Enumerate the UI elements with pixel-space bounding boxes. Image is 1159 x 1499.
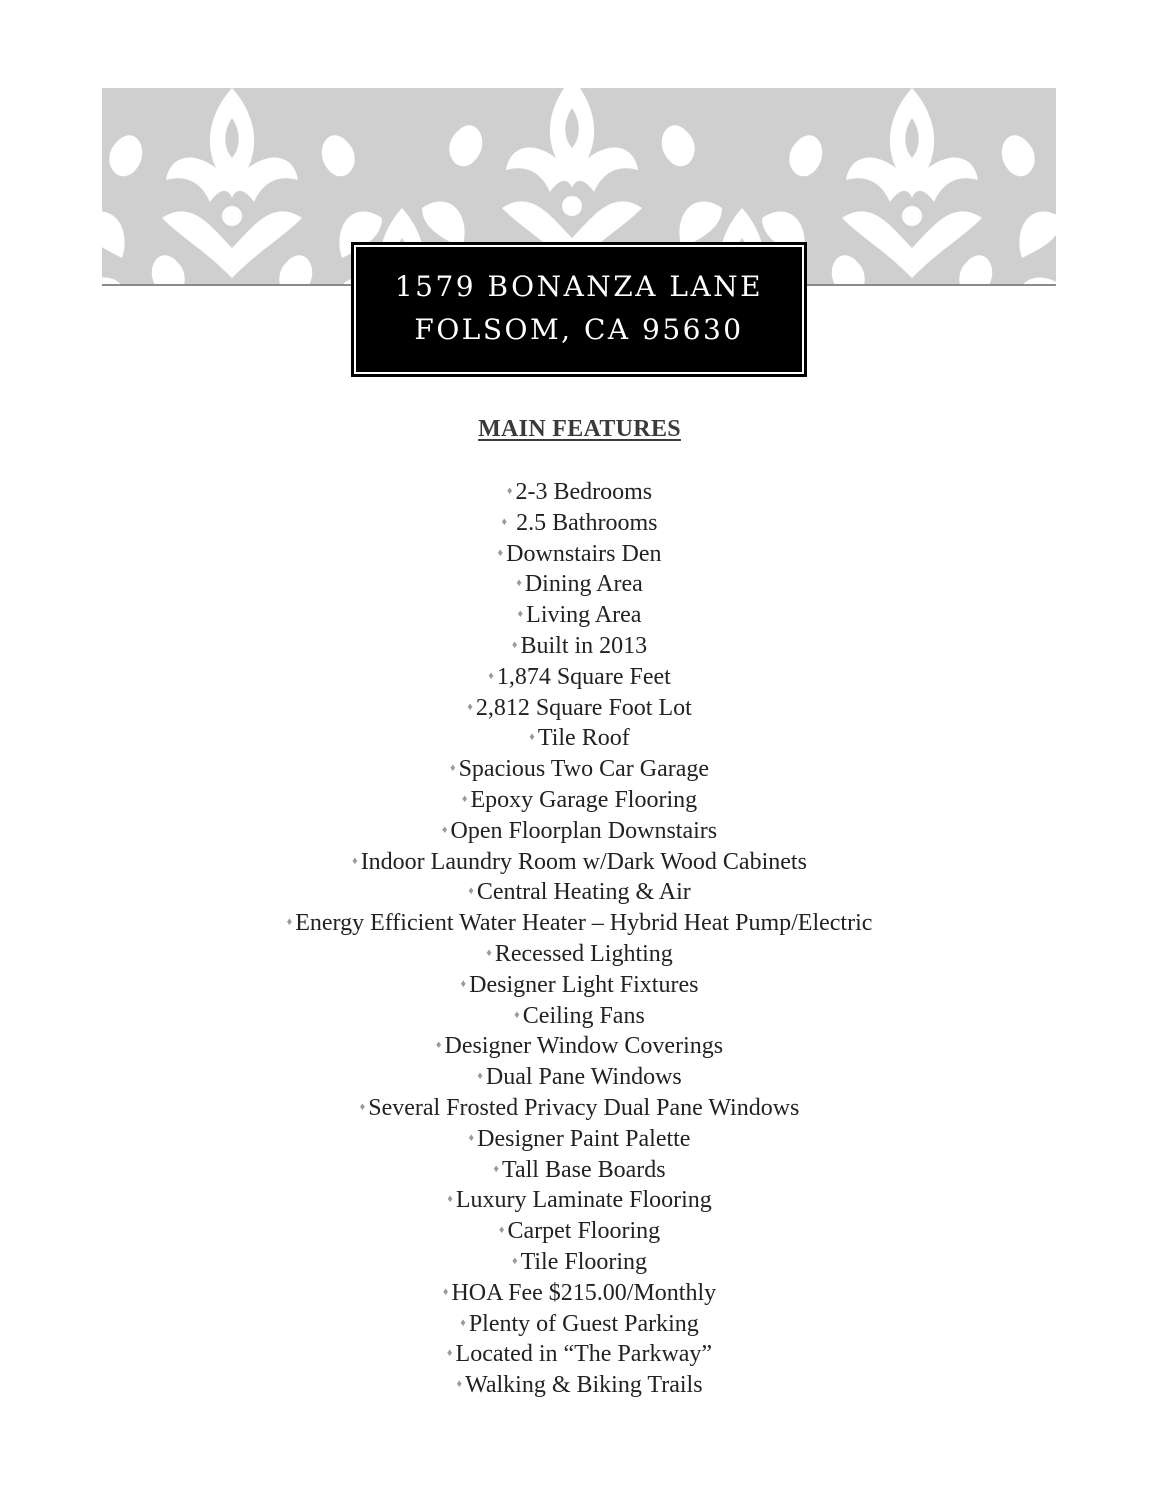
diamond-icon: ♦	[511, 638, 518, 651]
diamond-icon: ♦	[506, 485, 513, 497]
feature-item	[0, 753, 1159, 784]
feature-item	[0, 876, 1159, 907]
diamond-icon: ♦	[446, 1347, 453, 1360]
feature-text: Located in “The Parkway”	[455, 1341, 713, 1368]
feature-item	[0, 784, 1159, 815]
feature-text: Carpet Flooring	[507, 1218, 661, 1245]
feature-item	[0, 815, 1159, 846]
feature-text: Several Frosted Privacy Dual Pane Windows	[368, 1094, 800, 1121]
diamond-icon: ♦	[449, 762, 456, 775]
address-line-1: 1579 BONANZA LANE	[394, 270, 764, 303]
feature-item	[0, 661, 1159, 692]
diamond-icon: ♦	[456, 1378, 463, 1391]
diamond-icon: ♦	[488, 669, 494, 682]
feature-item	[0, 907, 1159, 938]
diamond-icon: ♦	[467, 700, 473, 713]
feature-item	[0, 1154, 1159, 1185]
feature-text: Tile Roof	[537, 725, 630, 752]
feature-text: 2,812 Square Foot Lot	[475, 694, 692, 721]
feature-text: HOA Fee $215.00/Monthly	[451, 1279, 717, 1306]
feature-text: Designer Window Coverings	[444, 1033, 724, 1060]
diamond-icon: ♦	[286, 916, 293, 929]
feature-text: 2.5 Bathrooms	[510, 509, 658, 536]
main-features-heading: MAIN FEATURES	[478, 416, 681, 442]
features-list	[0, 476, 1159, 1400]
diamond-icon: ♦	[468, 1131, 475, 1144]
feature-text: Dual Pane Windows	[485, 1064, 682, 1091]
feature-text: Spacious Two Car Garage	[458, 756, 710, 783]
diamond-icon: ♦	[517, 608, 524, 621]
feature-text: Epoxy Garage Flooring	[470, 786, 698, 813]
feature-item	[0, 1123, 1159, 1154]
diamond-icon: ♦	[468, 885, 474, 898]
feature-item	[0, 1061, 1159, 1092]
diamond-icon: ♦	[477, 1070, 483, 1083]
diamond-icon: ♦	[498, 1224, 505, 1237]
address-line-2: FOLSOM, CA 95630	[414, 313, 744, 346]
feature-text: Energy Efficient Water Heater – Hybrid Heat Pump/Electric	[295, 910, 873, 937]
feature-item	[0, 476, 1159, 507]
address-title-box	[351, 242, 807, 377]
diamond-icon: ♦	[493, 1162, 499, 1175]
feature-item	[0, 1308, 1159, 1339]
diamond-icon: ♦	[516, 577, 522, 590]
diamond-icon: ♦	[460, 977, 467, 990]
feature-item	[0, 599, 1159, 630]
diamond-icon: ♦	[460, 1316, 466, 1329]
feature-item	[0, 1246, 1159, 1277]
diamond-icon: ♦	[486, 946, 492, 959]
feature-text: Ceiling Fans	[522, 1002, 645, 1029]
feature-item	[0, 538, 1159, 569]
feature-text: 1,874 Square Feet	[496, 663, 671, 690]
feature-item	[0, 692, 1159, 723]
feature-text: 2-3 Bedrooms	[515, 479, 653, 505]
feature-item	[0, 568, 1159, 599]
feature-item	[0, 846, 1159, 877]
feature-item	[0, 969, 1159, 1000]
diamond-icon: ♦	[352, 854, 358, 867]
feature-item	[0, 1184, 1159, 1215]
feature-item	[0, 1215, 1159, 1246]
feature-text: Luxury Laminate Flooring	[455, 1187, 712, 1214]
feature-item	[0, 1092, 1159, 1123]
diamond-icon: ♦	[359, 1100, 366, 1113]
feature-item	[0, 722, 1159, 753]
diamond-icon: ♦	[435, 1039, 442, 1052]
feature-text: Living Area	[526, 602, 642, 629]
feature-text: Tile Flooring	[520, 1248, 648, 1275]
diamond-icon: ♦	[447, 1193, 453, 1206]
diamond-icon: ♦	[501, 515, 508, 528]
feature-text: Tall Base Boards	[502, 1156, 666, 1183]
feature-text: Open Floorplan Downstairs	[450, 817, 718, 844]
feature-text: Plenty of Guest Parking	[468, 1310, 699, 1337]
feature-item	[0, 507, 1159, 538]
diamond-icon: ♦	[461, 792, 468, 805]
feature-text: Designer Light Fixtures	[469, 971, 699, 998]
feature-item	[0, 938, 1159, 969]
feature-item	[0, 1277, 1159, 1308]
feature-item	[0, 1000, 1159, 1031]
feature-text: Central Heating & Air	[476, 879, 691, 906]
diamond-icon: ♦	[511, 1254, 518, 1267]
feature-text: Downstairs Den	[506, 540, 662, 567]
feature-item	[0, 630, 1159, 661]
feature-item	[0, 1030, 1159, 1061]
feature-text: Designer Paint Palette	[477, 1125, 691, 1152]
diamond-icon: ♦	[442, 1285, 449, 1298]
diamond-icon: ♦	[441, 823, 448, 836]
feature-text: Dining Area	[524, 571, 643, 598]
feature-item	[0, 1369, 1159, 1400]
feature-text: Recessed Lighting	[494, 940, 673, 967]
diamond-icon: ♦	[514, 1008, 520, 1021]
feature-text: Built in 2013	[520, 632, 648, 659]
feature-item	[0, 1338, 1159, 1369]
diamond-icon: ♦	[529, 731, 535, 744]
diamond-icon: ♦	[497, 546, 504, 559]
feature-text: Walking & Biking Trails	[465, 1372, 703, 1399]
feature-text: Indoor Laundry Room w/Dark Wood Cabinets	[360, 848, 807, 875]
